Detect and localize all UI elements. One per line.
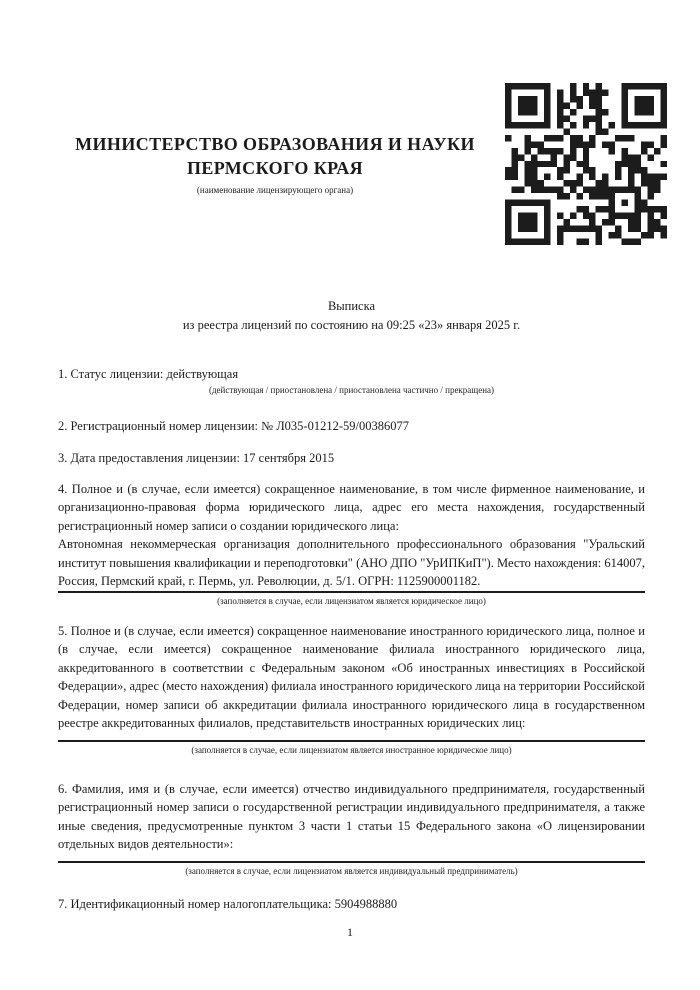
taxpayer-number-label: 7. Идентификационный номер налогоплательщика:	[58, 896, 332, 911]
extract-subtitle: из реестра лицензий по состоянию на 09:25 «23» января 2025 г.	[182, 317, 521, 332]
document-heading	[58, 297, 645, 334]
legal-entity-note: (заполняется в случае, если лицензиатом является юридическое лицо)	[217, 595, 486, 606]
licensing-authority-caption: (наименование лицензирующего органа)	[196, 185, 354, 195]
registration-number-value: № Л035-01212-59/00386077	[261, 418, 409, 433]
license-status-value: действующая	[166, 367, 239, 381]
ministry-title-line2: ПЕРМСКОГО КРАЯ	[186, 158, 364, 178]
foreign-entity-answer-blank	[58, 733, 645, 742]
item-foreign-entity-question: 5. Полное и (в случае, если имеется) сокращенное наименование иностранного юридического лица, полное и (в случае, если имеется) сокращенное наименование филиала иностранного юридического лица, аккредитованного в соответствии с Федеральным законом «Об иностранных инвестициях в Российской Федерации», адрес (место нахождения) филиала иностранного юридического лица на территории Российской Федерации, номер записи об аккредитации филиала иностранного юридического лица в государственном реестре аккредитованных филиалов, представительств иностранных юридических лиц:	[58, 623, 645, 730]
qr-code-icon	[505, 83, 667, 245]
registration-number-label: 2. Регистрационный номер лицензии:	[58, 418, 259, 433]
item-registration-number	[58, 417, 645, 436]
item-taxpayer-number	[58, 895, 645, 914]
foreign-entity-note: (заполняется в случае, если лицензиатом является иностранное юридическое лицо)	[191, 744, 512, 755]
entrepreneur-answer-blank	[58, 854, 645, 863]
ministry-title-line1: МИНИСТЕРСТВО ОБРАЗОВАНИЯ И НАУКИ	[75, 134, 475, 154]
taxpayer-number-value: 5904988880	[334, 896, 398, 911]
license-date-label: 3. Дата предоставления лицензии:	[58, 451, 240, 465]
legal-entity-answer: Автономная некоммерческая организация дополнительного профессионального образования "Уральский институт повышения квалификации и переподготовки" (АНО ДПО "УрИПКиП"). Место нахождения: 614007, Россия, Пермский край, г. Пермь, ул. Революции, д. 5/1. ОГРН: 1125900001182.	[58, 535, 645, 593]
item-license-status	[58, 365, 645, 384]
license-status-options-note: (действующая / приостановлена / приостановлена частично / прекращена)	[208, 384, 495, 395]
document-body	[58, 297, 645, 913]
entrepreneur-note: (заполняется в случае, если лицензиатом является индивидуальный предприниматель)	[185, 865, 518, 876]
item-license-date	[58, 449, 645, 468]
item-entrepreneur-question: 6. Фамилия, имя и (в случае, если имеется) отчество индивидуального предпринимателя, государственный регистрационный номер записи о государственной регистрации индивидуального предпринимателя, а также иные сведения, предусмотренные пунктом 3 части 1 статьи 15 Федерального закона «О лицензировании отдельных видов деятельности»:	[58, 781, 645, 851]
extract-title: Выписка	[327, 299, 376, 313]
item-legal-entity-question: 4. Полное и (в случае, если имеется) сокращенное наименование, в том числе фирменное наименование, и организационно-правовая форма юридического лица, адрес его места нахождения, государственный регистрационный номер записи о создании юридического лица:	[58, 481, 645, 533]
license-date-value: 17 сентября 2015	[243, 451, 335, 465]
license-status-label: 1. Статус лицензии:	[58, 367, 164, 381]
page-number: 1	[347, 925, 353, 939]
licensing-authority-header	[60, 132, 490, 196]
